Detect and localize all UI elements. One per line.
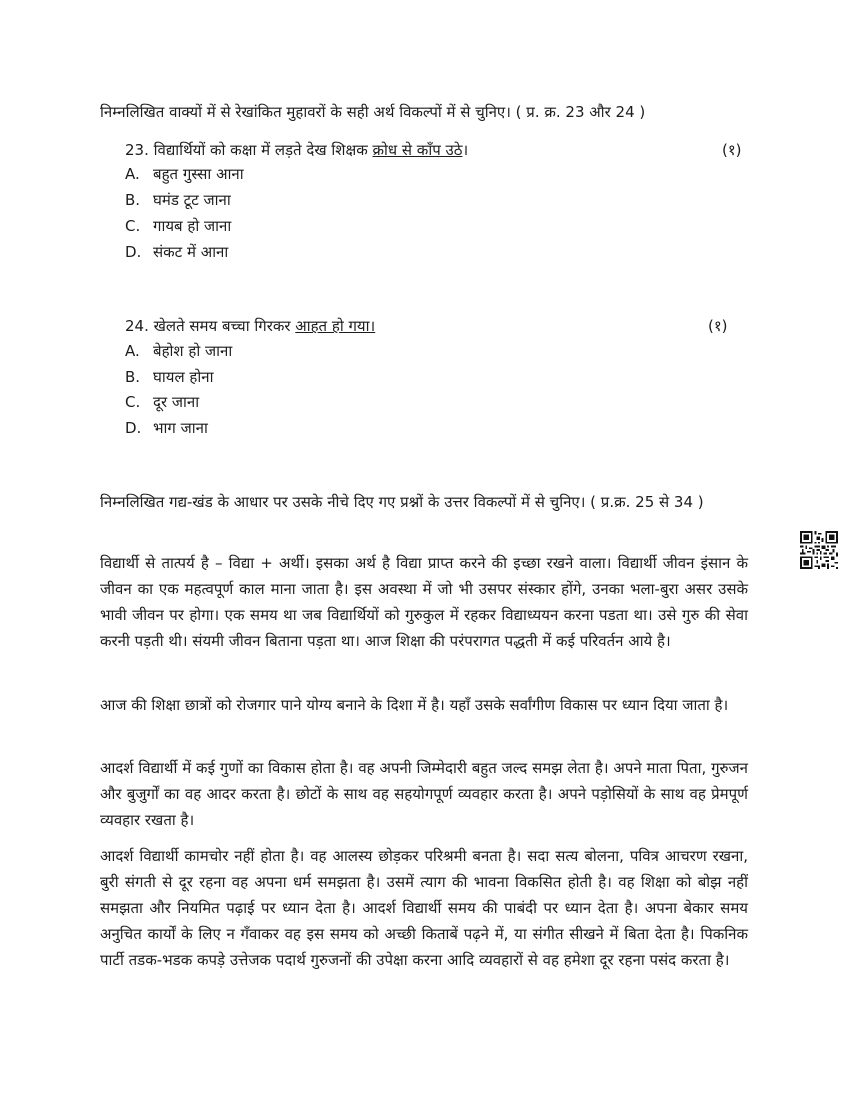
question-number: 24. [125, 317, 154, 335]
question-24 [125, 314, 375, 338]
option-letter: D. [125, 243, 142, 261]
question-23 [125, 138, 468, 162]
option-text: भाग जाना [153, 419, 208, 437]
underlined-idiom: क्रोध से काँप उठे [372, 141, 463, 159]
option-letter: A. [125, 165, 140, 183]
option-24-a [125, 339, 232, 363]
option-24-c [125, 390, 199, 414]
option-24-d [125, 416, 208, 440]
option-letter: C. [125, 393, 141, 411]
option-letter: B. [125, 368, 141, 386]
option-text: गायब हो जाना [153, 217, 232, 235]
question-23-marks: (१) [722, 141, 742, 159]
option-text: घायल होना [153, 368, 214, 386]
option-24-b [125, 365, 213, 389]
underlined-idiom: आहत हो गया। [295, 317, 376, 335]
passage-paragraph-3: आदर्श विद्यार्थी में कई गुणों का विकास होता है। वह अपनी जिम्मेदारी बहुत जल्द समझ लेता है। अपने माता पिता, गुरुजन और बुजुर्गों का वह आदर करता है। छोटों के साथ वह सहयोगपूर्ण व्यवहार करता है। अपने पड़ोसियों के साथ वह प्रेमपूर्ण व्यवहार रखता है। [100, 759, 748, 829]
option-text: घमंड टूट जाना [153, 191, 231, 209]
section-2-instruction: निम्नलिखित गद्य-खंड के आधार पर उसके नीचे दिए गए प्रश्नों के उत्तर विकल्पों में से चुनिए। ( प्र.क्र. 25 से 34 ) [100, 493, 704, 511]
option-letter: C. [125, 217, 141, 235]
question-text: खेलते समय बच्चा गिरकर [153, 317, 296, 335]
option-23-d [125, 240, 228, 264]
option-letter: B. [125, 191, 141, 209]
option-text: बहुत गुस्सा आना [153, 165, 244, 183]
option-text: संकट में आना [153, 243, 229, 261]
option-letter: D. [125, 419, 142, 437]
option-text: बेहोश हो जाना [153, 342, 233, 360]
question-text: विद्यार्थियों को कक्षा में लड़ते देख शिक्षक [153, 141, 373, 159]
passage-paragraph-1: विद्यार्थी से तात्पर्य है – विद्या + अर्थी। इसका अर्थ है विद्या प्राप्त करने की इच्छा रखने वाला। विद्यार्थी जीवन इंसान के जीवन का एक महत्वपूर्ण काल माना जाता है। इस अवस्था में जो भी उसपर संस्कार होंगे, उनका भला-बुरा असर उसके भावी जीवन पर होगा। एक समय था जब विद्यार्थियों को गुरुकुल में रहकर विद्याध्ययन करना पडता था। उसे गुरु की सेवा करनी पड़ती थी। संयमी जीवन बिताना पड़ता था। आज शिक्षा की परंपरागत पद्धती में कई परिवर्तन आये है। [100, 554, 748, 650]
option-letter: A. [125, 342, 140, 360]
option-text: दूर जाना [153, 393, 200, 411]
qr-code-icon [800, 531, 838, 569]
passage-paragraph-4: आदर्श विद्यार्थी कामचोर नहीं होता है। वह आलस्य छोड़कर परिश्रमी बनता है। सदा सत्य बोलना, पवित्र आचरण रखना, बुरी संगती से दूर रहना वह अपना धर्म समझता है। उसमें त्याग की भावना विकसित होती है। वह शिक्षा को बोझ नहीं समझता और नियमित पढ़ाई पर ध्यान देता है। आदर्श विद्यार्थी समय की पाबंदी पर ध्यान देता है। अपना बेकार समय अनुचित कार्यों के लिए न गँवाकर वह इस समय को अच्छी किताबें पढ़ने में, या संगीत सीखने में बिता देता है। पिकनिक पार्टी तडक-भडक कपड़े उत्तेजक पदार्थ गुरुजनों की उपेक्षा करना आदि व्यवहारों से वह हमेशा दूर रहना पसंद करता है। [100, 847, 748, 969]
question-24-marks: (१) [708, 317, 728, 335]
option-23-a [125, 162, 244, 186]
question-number: 23. [125, 141, 154, 159]
section-1-instruction: निम्नलिखित वाक्यों में से रेखांकित मुहावरों के सही अर्थ विकल्पों में से चुनिए। ( प्र. क्र. 23 और 24 ) [100, 103, 646, 121]
passage-paragraph-2: आज की शिक्षा छात्रों को रोजगार पाने योग्य बनाने के दिशा में है। यहाँ उसके सर्वांगीण विकास पर ध्यान दिया जाता है। [100, 696, 729, 714]
question-text-end: । [462, 141, 469, 159]
option-23-c [125, 214, 231, 238]
option-23-b [125, 188, 231, 212]
